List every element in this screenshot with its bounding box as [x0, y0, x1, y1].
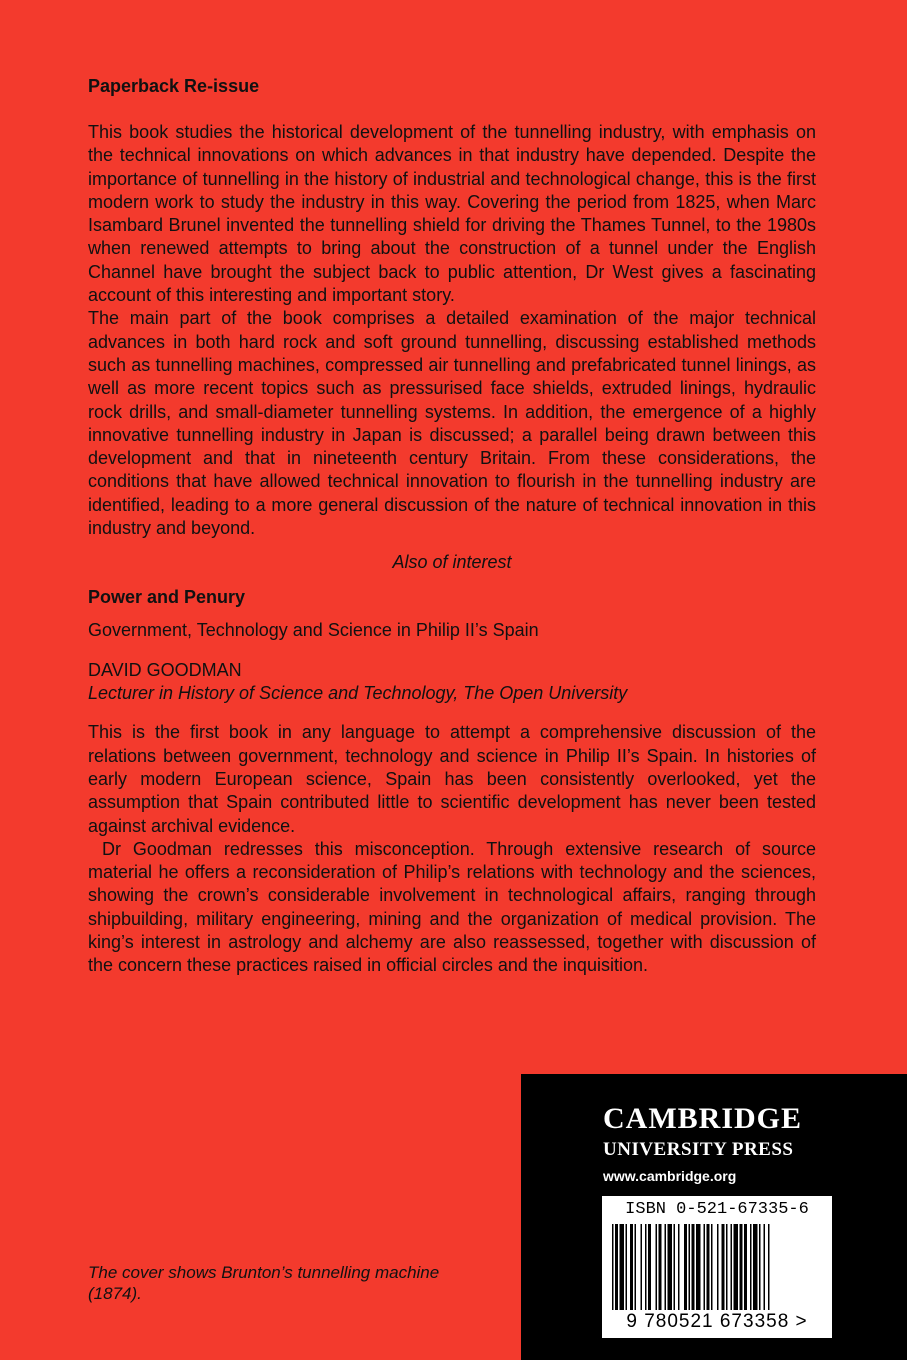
book-description-paragraph-2: The main part of the book comprises a detailed examination of the major technical advances in both hard rock and soft ground tunnelling, discussing established methods such as tunnelling machines, compressed air tunnelling and prefabricated tunnel linings, as well as more recent topics such as pressurised face shields, extruded linings, hydraulic rock drills, and small-diameter tunnelling systems. In addition, the emergence of a highly innovative tunnelling industry in Japan is discussed; a parallel being drawn between this development and that in nineteenth century Britain. From these considerations, the conditions that have allowed technical innovation to flourish in the tunnelling industry are identified, leading to a more general discussion of the nature of technical innovation in this industry and beyond. [88, 308, 816, 539]
also-of-interest-label: Also of interest [392, 552, 512, 573]
barcode-bar [726, 1224, 728, 1310]
barcode-bar [753, 1224, 758, 1310]
barcode-bar [645, 1224, 647, 1310]
barcode-bar [674, 1224, 676, 1310]
reissue-heading: Paperback Re-issue [88, 76, 260, 96]
barcode-bar [665, 1224, 667, 1310]
barcode-bar [684, 1224, 687, 1310]
barcode-bar [620, 1224, 625, 1310]
barcode-bar [722, 1224, 725, 1310]
barcode-bar [764, 1224, 766, 1310]
barcode-bar [689, 1224, 691, 1310]
related-book-author: DAVID GOODMAN [88, 660, 242, 681]
barcode-bar [656, 1224, 658, 1310]
barcode-bar [711, 1224, 713, 1310]
barcode-bar [768, 1224, 770, 1310]
publisher-box [521, 1074, 907, 1360]
barcode-icon [610, 1224, 824, 1310]
related-book-title: Power and Penury [88, 587, 246, 608]
back-cover-text [88, 76, 816, 978]
related-book-paragraph-2: Dr Goodman redresses this misconception. Through extensive research of source material he offers a reconsideration of Philip’s relations with technology and the sciences, showing the crown’s considerable involvement in technological affairs, ranging through shipbuilding, military engineering, mining and the organization of medical provision. The king’s interest in astrology and alchemy are also reassessed, together with discussion of the concern these practices raised in official circles and the inquisition. [88, 838, 816, 976]
isbn-text: ISBN 0-521-67335-6 [625, 1200, 809, 1219]
publisher-url: www.cambridge.org [603, 1168, 737, 1184]
barcode-number: 9 780521 673358 > [626, 1311, 808, 1332]
barcode-bar [750, 1224, 752, 1310]
barcode-bar [630, 1224, 633, 1310]
barcode-bar [744, 1224, 747, 1310]
related-book-author-role: Lecturer in History of Science and Technology, The Open University [88, 683, 628, 704]
barcode-bar [615, 1224, 618, 1310]
barcode-bar [626, 1224, 628, 1310]
barcode-bar [696, 1224, 701, 1310]
barcode-bar [731, 1224, 733, 1310]
barcode-bar [641, 1224, 643, 1310]
barcode-bar [659, 1224, 662, 1310]
barcode-bar [668, 1224, 673, 1310]
barcode-bar [704, 1224, 706, 1310]
barcode-bar [707, 1224, 710, 1310]
book-description-paragraph-1: This book studies the historical development of the tunnelling industry, with emphasis on the technical innovations on which advances in that industry have depended. Despite the importance of tunnelling in the history of industrial and technological change, this is the first modern work to study the industry in this way. Covering the period from 1825, when Marc Isambard Brunel invented the tunnelling shield for driving the Thames Tunnel, to the 1980s when renewed attempts to bring about the construction of a tunnel under the English Channel have brought the subject back to public attention, Dr West gives a fascinating account of this interesting and important story. [88, 122, 816, 306]
barcode-bar [759, 1224, 761, 1310]
publisher-name: CAMBRIDGE [603, 1102, 803, 1135]
barcode-bar [612, 1224, 614, 1310]
publisher-subname: UNIVERSITY PRESS [603, 1139, 794, 1160]
related-book-subtitle: Government, Technology and Science in Philip II’s Spain [88, 620, 539, 641]
barcode-bar [717, 1224, 719, 1310]
barcode-box [602, 1196, 832, 1338]
barcode-bar [692, 1224, 695, 1310]
related-book-paragraph-1: This is the first book in any language to attempt a comprehensive discussion of the relations between government, technology and science in Philip II’s Spain. In histories of early modern European science, Spain has been consistently overlooked, yet the assumption that Spain contributed little to scientific development has never been tested against archival evidence. [88, 722, 816, 836]
barcode-bar [635, 1224, 637, 1310]
cover-caption: The cover shows Brunton’s tunnelling machine (1874). [88, 1263, 440, 1303]
barcode-bar [678, 1224, 680, 1310]
barcode-bar [740, 1224, 743, 1310]
barcode-bar [734, 1224, 739, 1310]
barcode-bar [648, 1224, 651, 1310]
